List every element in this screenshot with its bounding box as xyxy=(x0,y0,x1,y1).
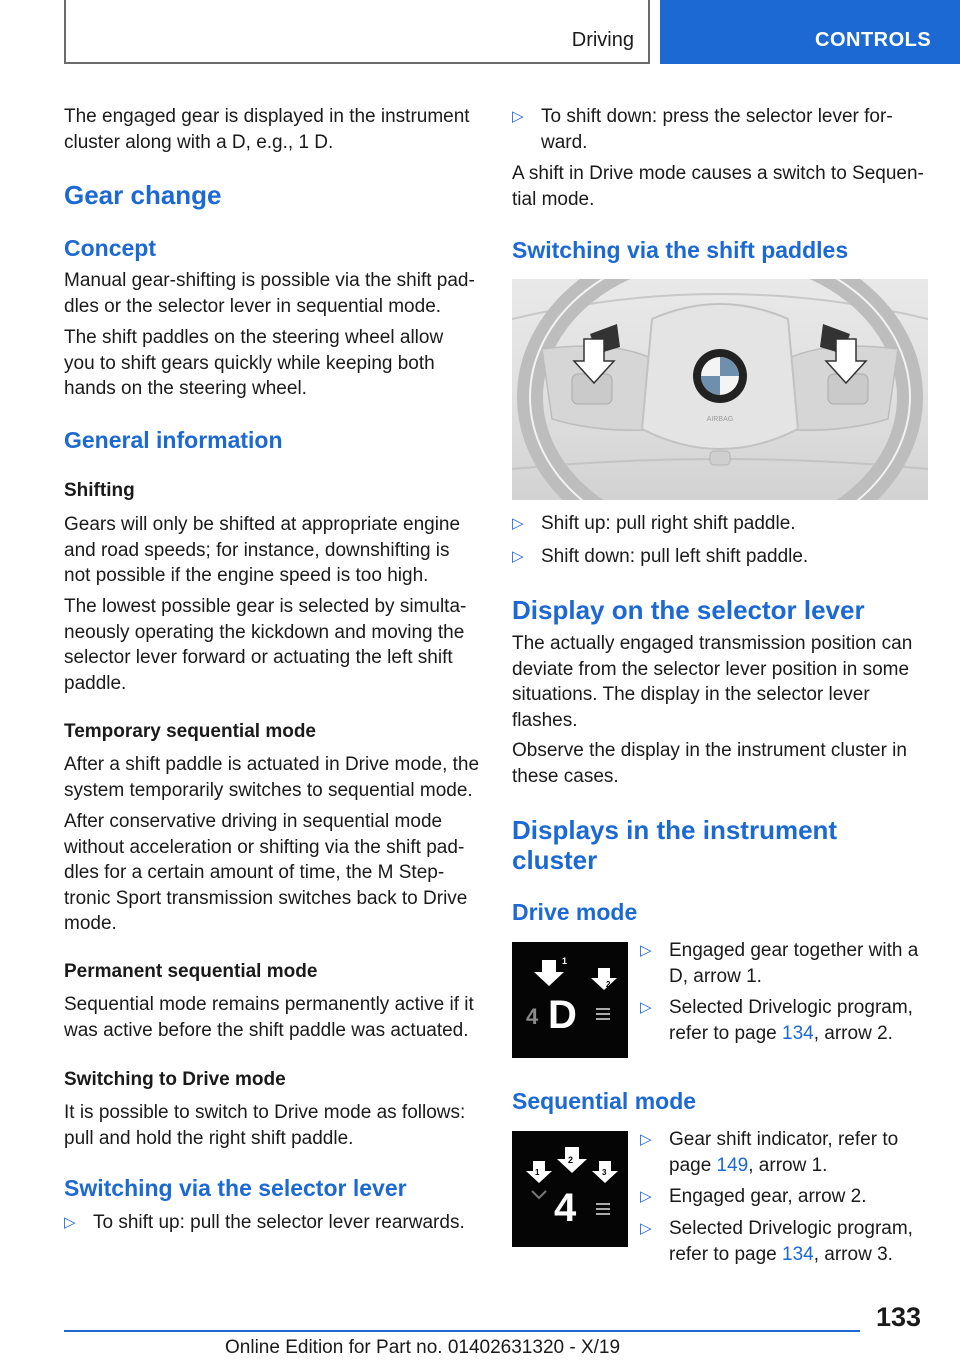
svg-text:2: 2 xyxy=(568,1155,574,1165)
shifting-paragraph-1: Gears will only be shifted at appropriate engine and road speeds; for instance, downshifting is not possible if the engine speed is too high. xyxy=(64,514,461,586)
list-item-seq-program: ▷ Selected Drivelogic program, refer to page 134, arrow 3. xyxy=(640,1218,913,1265)
heading-permanent-sequential: Permanent sequential mode xyxy=(64,961,318,982)
display-paragraph-1: The actually engaged transmission position can deviate from the selector lever position in some situations. The display in the selector lever flashes. xyxy=(512,633,913,731)
header-section-box xyxy=(64,0,650,64)
svg-text:4: 4 xyxy=(526,1004,539,1029)
list-item-drive-gear: ▷ Engaged gear together with a D, arrow 1. xyxy=(640,940,919,987)
heading-shifting: Shifting xyxy=(64,480,135,501)
triangle-bullet-icon: ▷ xyxy=(512,515,524,532)
intro-paragraph: The engaged gear is displayed in the instrument cluster along with a D, e.g., 1 D. xyxy=(64,106,470,153)
shifting-paragraph-2: The lowest possible gear is selected by simultaneously operating the kickdown and moving the selector lever forward or actuating the left shift paddle. xyxy=(64,596,467,694)
switch-drive-paragraph: It is possible to switch to Drive mode as follows: pull and hold the right shift paddle. xyxy=(64,1102,466,1149)
triangle-bullet-icon: ▷ xyxy=(512,108,524,125)
svg-text:1: 1 xyxy=(535,1168,540,1177)
triangle-bullet-icon: ▷ xyxy=(640,1188,652,1205)
heading-selector-lever: Switching via the selector lever xyxy=(64,1175,407,1201)
drive-switch-paragraph: A shift in Drive mode causes a switch to Sequential mode. xyxy=(512,163,924,210)
svg-text:4: 4 xyxy=(554,1186,577,1230)
heading-display-selector-lever: Display on the selector lever xyxy=(512,595,865,625)
airbag-label: AIRBAG xyxy=(706,416,734,423)
footer-edition: Online Edition for Part no. 01402631320 - X/19 xyxy=(225,1337,621,1358)
triangle-bullet-icon: ▷ xyxy=(640,1220,652,1237)
heading-drive-mode: Drive mode xyxy=(512,899,638,925)
concept-paragraph-2: The shift paddles on the steering wheel allow you to shift gears quickly while keeping both hands on the steering wheel. xyxy=(64,327,444,399)
header-section-title: Driving xyxy=(571,29,634,51)
perm-seq-paragraph: Sequential mode remains permanently active if it was active before the shift paddle was actuated. xyxy=(64,994,474,1041)
steering-wheel-image xyxy=(512,279,928,500)
heading-shift-paddles: Switching via the shift paddles xyxy=(512,237,849,263)
page-link-134[interactable]: 134 xyxy=(782,1243,814,1265)
header-chapter-title: CONTROLS xyxy=(815,29,932,51)
heading-displays-instrument-cluster: Displays in the instrument cluster xyxy=(512,815,838,875)
page-link-149[interactable]: 149 xyxy=(716,1154,749,1176)
list-item-paddle-down: ▷ Shift down: pull left shift paddle. xyxy=(512,544,932,570)
list-item-seq-gear: ▷ Engaged gear, arrow 2. xyxy=(640,1184,932,1210)
triangle-bullet-icon: ▷ xyxy=(64,1214,76,1231)
steering-wheel-illustration xyxy=(512,279,928,500)
heading-switching-drive-mode: Switching to Drive mode xyxy=(64,1069,286,1090)
triangle-bullet-icon: ▷ xyxy=(640,942,652,959)
list-item-seq-indicator: ▷ Gear shift indicator, refer to page 149, arrow 1. xyxy=(640,1129,899,1176)
list-item-lever-down: ▷ To shift down: press the selector lever forward. xyxy=(512,106,893,153)
list-item-drive-program: ▷ Selected Drivelogic program, refer to page 134, arrow 2. xyxy=(640,997,913,1044)
header-chapter-tab xyxy=(660,0,960,64)
triangle-bullet-icon: ▷ xyxy=(512,548,524,565)
page-link-134[interactable]: 134 xyxy=(782,1022,814,1044)
list-item-lever-up: ▷ To shift up: pull the selector lever rearwards. xyxy=(64,1210,484,1236)
drive-mode-display-image xyxy=(512,942,628,1058)
sequential-mode-display-image xyxy=(512,1131,628,1247)
footer-divider xyxy=(64,1330,860,1332)
display-paragraph-2: Observe the display in the instrument cluster in these cases. xyxy=(512,740,907,787)
svg-text:D: D xyxy=(548,993,577,1037)
svg-text:2: 2 xyxy=(606,980,611,989)
page-number: 133 xyxy=(876,1302,922,1332)
triangle-bullet-icon: ▷ xyxy=(640,1131,652,1148)
list-item-paddle-up: ▷ Shift up: pull right shift paddle. xyxy=(512,511,932,537)
triangle-bullet-icon: ▷ xyxy=(640,999,652,1016)
concept-paragraph-1: Manual gear-shifting is possible via the shift paddles or the selector lever in sequential mode. xyxy=(64,270,475,317)
heading-general-information: General information xyxy=(64,427,283,453)
svg-text:3: 3 xyxy=(602,1168,607,1177)
heading-concept: Concept xyxy=(64,235,156,261)
heading-temporary-sequential: Temporary sequential mode xyxy=(64,721,316,742)
temp-seq-paragraph-1: After a shift paddle is actuated in Drive mode, the system temporarily switches to sequential mode. xyxy=(64,754,480,801)
heading-gear-change: Gear change xyxy=(64,180,222,210)
heading-sequential-mode: Sequential mode xyxy=(512,1088,697,1114)
svg-text:1: 1 xyxy=(562,956,568,966)
temp-seq-paragraph-2: After conservative driving in sequential mode without acceleration or shifting via the shift paddles for a certain amount of time, the M Steptronic Sport transmission switches back to Drive mode. xyxy=(64,811,468,934)
